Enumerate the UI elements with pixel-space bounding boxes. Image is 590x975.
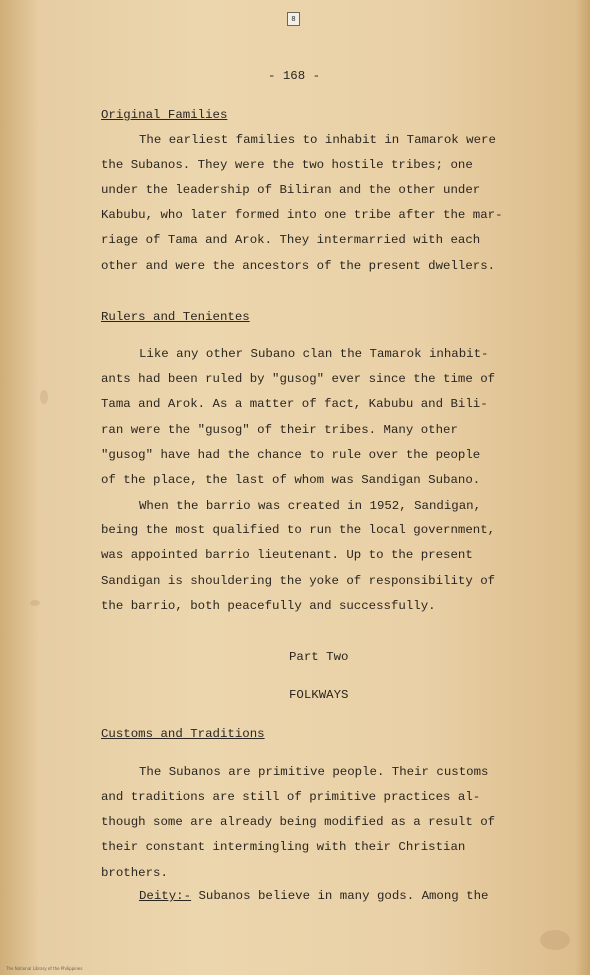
- deity-text: Subanos believe in many gods. Among the: [191, 889, 489, 903]
- footer-credit: The National Library of the Philippines: [6, 966, 83, 971]
- paper-stain: [30, 600, 40, 606]
- tab-marker: 8: [287, 12, 300, 26]
- text-line: The Subanos are primitive people. Their customs: [139, 765, 489, 779]
- text-line: ran were the "gusog" of their tribes. Many other: [101, 423, 458, 437]
- text-line: When the barrio was created in 1952, Sandigan,: [139, 499, 482, 513]
- text-line: Like any other Subano clan the Tamarok inhabit-: [139, 347, 489, 361]
- heading-customs-and-traditions: Customs and Traditions: [101, 727, 265, 741]
- page-number: - 168 -: [268, 69, 321, 83]
- heading-original-families: Original Families: [101, 108, 228, 122]
- text-line-deity: [139, 888, 489, 904]
- text-line: being the most qualified to run the local government,: [101, 523, 496, 537]
- text-line: The earliest families to inhabit in Tamarok were: [139, 133, 496, 147]
- text-line: the Subanos. They were the two hostile tribes; one: [101, 158, 473, 172]
- text-line: the barrio, both peacefully and successfully.: [101, 599, 436, 613]
- text-line: Kabubu, who later formed into one tribe after the mar-: [101, 208, 503, 222]
- folkways-heading: FOLKWAYS: [289, 688, 349, 702]
- text-line: Sandigan is shouldering the yoke of responsibility of: [101, 574, 496, 588]
- text-line: other and were the ancestors of the present dwellers.: [101, 259, 496, 273]
- text-line: their constant intermingling with their Christian: [101, 840, 466, 854]
- deity-label: Deity:-: [139, 889, 192, 903]
- text-line: ants had been ruled by "gusog" ever since the time of: [101, 372, 496, 386]
- text-line: riage of Tama and Arok. They intermarried with each: [101, 233, 481, 247]
- part-two-heading: Part Two: [289, 650, 349, 664]
- text-line: was appointed barrio lieutenant. Up to the present: [101, 548, 473, 562]
- text-line: "gusog" have had the chance to rule over the people: [101, 448, 481, 462]
- text-line: though some are already being modified as a result of: [101, 815, 496, 829]
- heading-rulers-and-tenientes: Rulers and Tenientes: [101, 310, 250, 324]
- text-line: brothers.: [101, 866, 168, 880]
- text-line: under the leadership of Biliran and the other under: [101, 183, 481, 197]
- text-line: and traditions are still of primitive practices al-: [101, 790, 481, 804]
- text-line: of the place, the last of whom was Sandigan Subano.: [101, 473, 481, 487]
- paper-stain: [40, 390, 48, 404]
- text-line: Tama and Arok. As a matter of fact, Kabubu and Bili-: [101, 397, 488, 411]
- paper-stain: [540, 930, 570, 950]
